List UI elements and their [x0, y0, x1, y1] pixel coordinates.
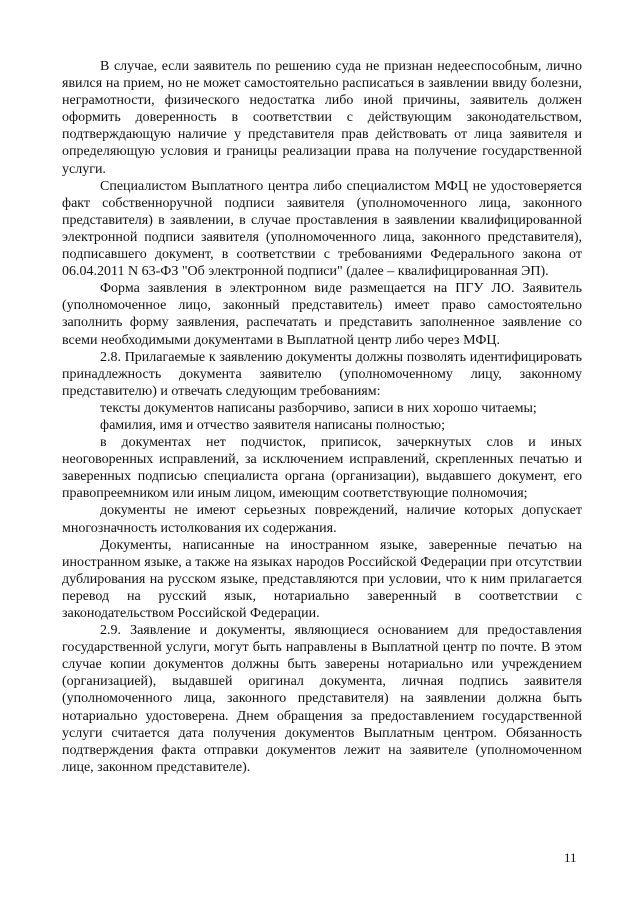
requirement-full-name: фамилия, имя и отчество заявителя написаны полностью;	[100, 417, 445, 433]
paragraph-signature-by-representative: В случае, если заявитель по решению суда не признан недееспособным, лично явился на прием, но не может самостоятельно расписаться в заявлении ввиду болезни, неграмотности, физического недостатка либо иной причины, заявитель должен оформить доверенность в соответствии с действующим законодательством, подтверждающую наличие у представителя прав действовать от лица заявителя и определяющую условия и границы реализации права на получение государственной услуги.	[62, 59, 582, 177]
paragraph-foreign-language-documents: Документы, написанные на иностранном языке, заверенные печатью на иностранном языке, а также на языках народов Российской Федерации при отсутствии дублирования на русском языке, представляются при условии, что к ним прилагается перевод на русский язык, нотариально заверенный в соответствии с законодательством Российской Федерации.	[62, 537, 582, 621]
requirement-no-damage: документы не имеют серьезных повреждений, наличие которых допускает многозначность истолкования их содержания.	[62, 503, 582, 536]
requirement-no-corrections: в документах нет подчисток, приписок, зачеркнутых слов и иных неоговоренных исправлений, за исключением исправлений, скрепленных печатью и заверенных подписью специалиста органа (организации), выдавшего документ, его правопреемником или иным лицом, имеющим соответствующие полномочия;	[62, 435, 582, 502]
requirement-legible-text: тексты документов написаны разборчиво, записи в них хорошо читаемы;	[100, 400, 537, 416]
page-number: 11	[564, 850, 577, 865]
paragraph-section-2-8: 2.8. Прилагаемые к заявлению документы должны позволять идентифицировать принадлежность документа заявителю (уполномоченному лицу, законному представителю) и отвечать следующим требованиям:	[62, 349, 582, 399]
paragraph-electronic-signature: Специалистом Выплатного центра либо специалистом МФЦ не удостоверяется факт собственноручной подписи заявителя (уполномоченного лица, законного представителя) в заявлении, в случае проставления в заявлении квалифицированной электронной подписи заявителя (уполномоченного лица, законного представителя), подписавшего документ, в соответствии с требованиями Федерального закона от 06.04.2011 N 63-ФЗ "Об электронной подписи" (далее – квалифицированная ЭП).	[62, 178, 582, 280]
paragraph-electronic-form: Форма заявления в электронном виде размещается на ПГУ ЛО. Заявитель (уполномоченное лицо, законный представитель) имеет право самостоятельно заполнить форму заявления, распечатать и представить заполненное заявление со всеми необходимыми документами в Выплатной центр либо через МФЦ.	[62, 281, 582, 348]
paragraph-section-2-9: 2.9. Заявление и документы, являющиеся основанием для предоставления государственной услуги, могут быть направлены в Выплатной центр по почте. В этом случае копии документов должны быть заверены нотариально или учреждением (организацией), выдавшей оригинал документа, личная подпись заявителя (уполномоченного лица, законного представителя) на заявлении должна быть нотариально удостоверена. Днем обращения за предоставлением государственной услуги считается дата получения документов Выплатным центром. Обязанность подтверждения факта отправки документов лежит на заявителе (уполномоченном лице, законном представителе).	[62, 623, 582, 775]
document-body	[62, 58, 582, 776]
